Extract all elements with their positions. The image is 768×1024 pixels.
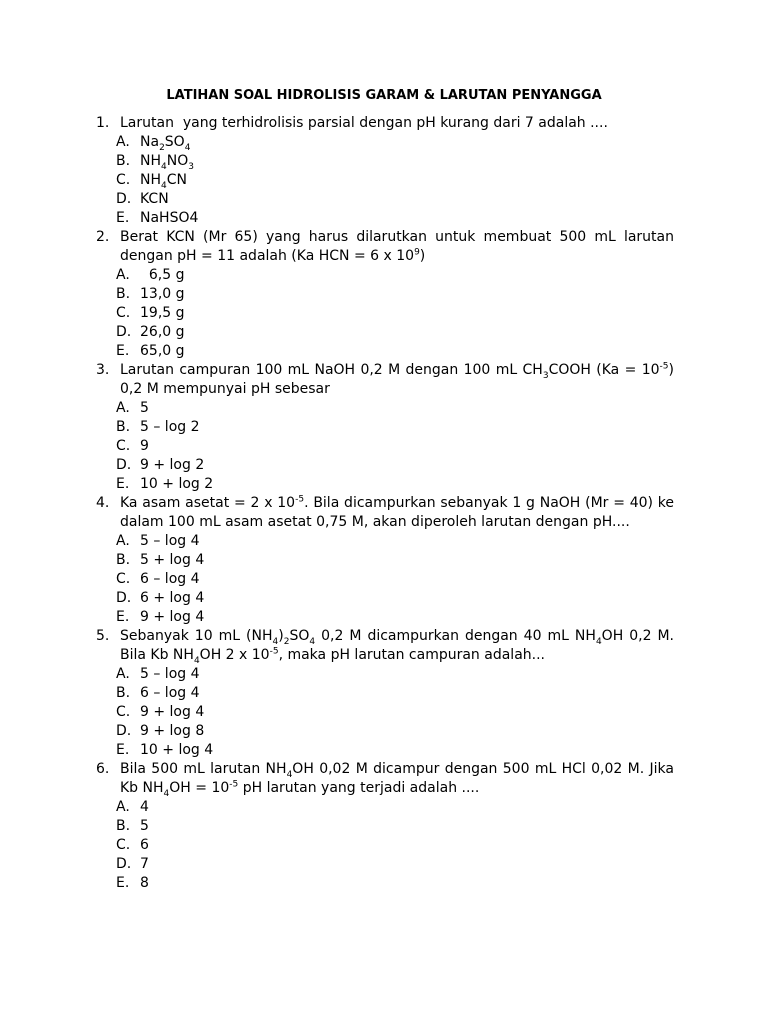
- option-list: [96, 532, 674, 627]
- option-text: 6,5 g: [140, 267, 185, 283]
- option-text: 10 + log 4: [140, 742, 214, 758]
- option-text: 4: [140, 799, 149, 815]
- option-letter: B.: [116, 685, 131, 701]
- option-letter: B.: [116, 552, 131, 568]
- option-letter: A.: [116, 400, 130, 416]
- option-letter: D.: [116, 191, 132, 207]
- question-text: Larutan campuran 100 mL NaOH 0,2 M dengan 100 mL $CH_3COOH$ $(Ka = 10^{-5})$ 0,2 M mempunyai pH sebesar: [120, 361, 674, 397]
- option-list: [96, 266, 674, 361]
- option-b: [96, 551, 674, 570]
- option-text: 9 + log 4: [140, 609, 205, 625]
- option-a: [96, 133, 674, 152]
- option-c: [96, 836, 674, 855]
- option-letter: B.: [116, 153, 131, 169]
- option-d: [96, 456, 674, 475]
- question-number: 5.: [96, 628, 110, 644]
- option-text: 5: [140, 400, 149, 416]
- option-c: [96, 437, 674, 456]
- option-c: [96, 171, 674, 190]
- question-number: 6.: [96, 761, 110, 777]
- option-d: [96, 855, 674, 874]
- option-a: [96, 399, 674, 418]
- question-stem: [96, 361, 674, 399]
- option-b: [96, 418, 674, 437]
- option-letter: A.: [116, 267, 130, 283]
- option-letter: B.: [116, 818, 131, 834]
- option-text: 9 + log 4: [140, 704, 205, 720]
- option-text: 19,5 g: [140, 305, 185, 321]
- question-text: Berat KCN (Mr 65) yang harus dilarutkan untuk membuat 500 mL larutan dengan pH = 11 adalah (Ka HCN = 6 x $10^9$): [120, 229, 674, 264]
- option-letter: C.: [116, 438, 131, 454]
- option-letter: D.: [116, 723, 132, 739]
- option-a: [96, 532, 674, 551]
- option-letter: A.: [116, 134, 130, 150]
- option-letter: C.: [116, 837, 131, 853]
- option-letter: E.: [116, 609, 130, 625]
- question-stem: [96, 114, 674, 133]
- option-e: [96, 342, 674, 361]
- question-stem: [96, 228, 674, 266]
- option-text: 26,0 g: [140, 324, 185, 340]
- option-letter: E.: [116, 476, 130, 492]
- option-text: 10 + log 2: [140, 476, 214, 492]
- option-text: 13,0 g: [140, 286, 185, 302]
- option-a: [96, 665, 674, 684]
- option-e: [96, 209, 674, 228]
- option-d: [96, 323, 674, 342]
- option-b: [96, 152, 674, 171]
- option-c: [96, 570, 674, 589]
- option-b: [96, 285, 674, 304]
- option-text: 9 + log 8: [140, 723, 205, 739]
- question-number: 1.: [96, 115, 110, 131]
- question-1: [96, 114, 674, 228]
- option-text: 9 + log 2: [140, 457, 205, 473]
- question-6: [96, 760, 674, 893]
- option-letter: C.: [116, 172, 131, 188]
- option-c: [96, 304, 674, 323]
- option-letter: A.: [116, 533, 130, 549]
- option-letter: D.: [116, 856, 132, 872]
- option-text: 5 + log 4: [140, 552, 205, 568]
- option-text: 5 – log 4: [140, 666, 200, 682]
- question-number: 2.: [96, 229, 110, 245]
- option-d: [96, 589, 674, 608]
- option-text: 6 – log 4: [140, 571, 200, 587]
- question-4: [96, 494, 674, 627]
- option-text: 65,0 g: [140, 343, 185, 359]
- option-b: [96, 684, 674, 703]
- question-2: [96, 228, 674, 361]
- question-stem: [96, 494, 674, 532]
- option-letter: D.: [116, 457, 132, 473]
- option-e: [96, 608, 674, 627]
- question-text: Larutan yang terhidrolisis parsial dengan pH kurang dari 7 adalah ....: [120, 115, 608, 131]
- option-text: 6: [140, 837, 149, 853]
- option-text: NaHSO4: [140, 210, 199, 226]
- option-b: [96, 817, 674, 836]
- question-5: [96, 627, 674, 760]
- question-stem: [96, 627, 674, 665]
- option-list: [96, 133, 674, 228]
- option-list: [96, 665, 674, 760]
- question-number: 4.: [96, 495, 110, 511]
- option-text: 9: [140, 438, 149, 454]
- option-text: 5 – log 4: [140, 533, 200, 549]
- option-letter: C.: [116, 704, 131, 720]
- option-letter: C.: [116, 305, 131, 321]
- option-letter: E.: [116, 343, 130, 359]
- option-e: [96, 874, 674, 893]
- option-text: $NH_4CN$: [140, 172, 187, 191]
- option-text: 6 + log 4: [140, 590, 205, 606]
- question-text: Sebanyak 10 mL $(NH_4)_2SO_4$ 0,2 M dicampurkan dengan 40 mL $NH_4OH$ 0,2 M. Bila Kb $NH_4OH$ 2 x $10^{-5}$, maka pH larutan campuran adalah...: [120, 628, 675, 666]
- option-e: [96, 741, 674, 760]
- option-letter: B.: [116, 286, 131, 302]
- option-letter: C.: [116, 571, 131, 587]
- option-text: 5: [140, 818, 149, 834]
- option-text: 6 – log 4: [140, 685, 200, 701]
- option-text: $Na_2SO_4$: [140, 134, 191, 153]
- option-letter: D.: [116, 590, 132, 606]
- option-d: [96, 722, 674, 741]
- document-title: LATIHAN SOAL HIDROLISIS GARAM & LARUTAN PENYANGGA: [166, 88, 602, 103]
- option-text: 7: [140, 856, 149, 872]
- option-letter: D.: [116, 324, 132, 340]
- option-letter: E.: [116, 742, 130, 758]
- option-text: 5 – log 2: [140, 419, 200, 435]
- option-a: [96, 798, 674, 817]
- option-list: [96, 399, 674, 494]
- option-text: $NH_4NO_3$: [140, 153, 194, 172]
- option-letter: E.: [116, 875, 130, 891]
- option-letter: E.: [116, 210, 130, 226]
- option-text: KCN: [140, 191, 169, 207]
- option-letter: A.: [116, 799, 130, 815]
- option-a: [96, 266, 674, 285]
- option-e: [96, 475, 674, 494]
- question-number: 3.: [96, 362, 110, 378]
- question-stem: [96, 760, 674, 798]
- option-text: 8: [140, 875, 149, 891]
- question-text: Ka asam asetat = 2 x $10^{-5}$. Bila dicampurkan sebanyak 1 g NaOH (Mr = 40) ke dalam 100 mL asam asetat 0,75 M, akan diperoleh larutan dengan pH....: [120, 494, 674, 530]
- question-text: Bila 500 mL larutan $NH_4OH$ 0,02 M dicampur dengan 500 mL HCl 0,02 M. Jika Kb $NH_4OH = 10^{-5}$ pH larutan yang terjadi adalah ....: [120, 761, 674, 799]
- option-list: [96, 798, 674, 893]
- option-letter: B.: [116, 419, 131, 435]
- option-d: [96, 190, 674, 209]
- option-c: [96, 703, 674, 722]
- question-3: [96, 361, 674, 494]
- question-list: [96, 114, 674, 893]
- option-letter: A.: [116, 666, 130, 682]
